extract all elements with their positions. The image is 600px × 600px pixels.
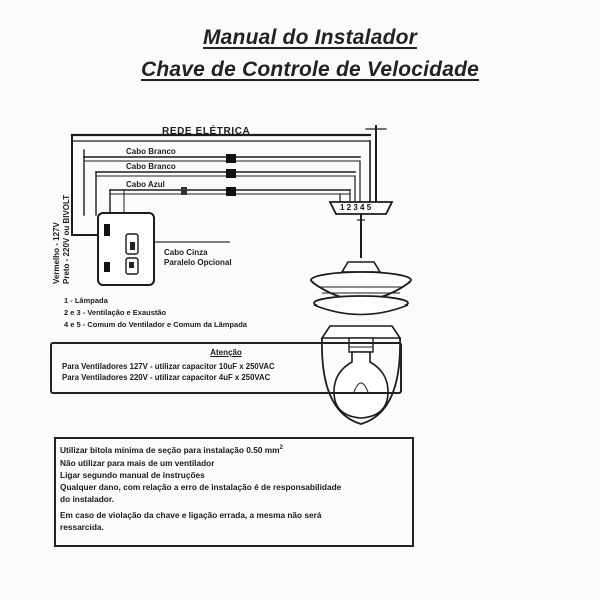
legend-item: 4 e 5 - Comum do Ventilador e Comum da Lâmpada (64, 320, 247, 329)
preto-label: Preto - 220V ou BIVOLT (62, 194, 71, 284)
title-chave: Chave de Controle de Velocidade (140, 58, 479, 81)
legend-item: 2 e 3 - Ventilação e Exaustão (64, 308, 167, 317)
cabo-branco-1-label: Cabo Branco (126, 147, 176, 156)
attention-220v: Para Ventiladores 220V - utilizar capacitor 4uF x 250VAC (62, 373, 271, 382)
note-bitola: Utilizar bitola mínima de seção para instalação 0.50 $mm^2$ (60, 445, 283, 455)
cabo-branco-2-label: Cabo Branco (126, 162, 176, 171)
note-manual: Ligar segundo manual de instruções (60, 470, 205, 480)
attention-box (50, 342, 402, 394)
note-violacao-1: Em caso de violação da chave e ligação errada, a mesma não será (60, 510, 322, 520)
attention-title: Atenção (210, 348, 242, 357)
speed-switch (98, 213, 154, 285)
paralelo-label: Paralelo Opcional (164, 258, 232, 267)
vermelho-label: Vermelho - 127V (52, 222, 61, 284)
terminal-legend (64, 295, 247, 331)
cabo-azul-label: Cabo Azul (126, 180, 165, 189)
legend-item: 1 - Lâmpada (64, 296, 108, 305)
note-um-ventilador: Não utilizar para mais de um ventilador (60, 458, 215, 468)
cabo-cinza-label: Cabo Cinza (164, 248, 208, 257)
notes-box (54, 437, 414, 547)
note-dano-1: Qualquer dano, com relação a erro de instalação é de responsabilidade (60, 482, 342, 492)
rede-eletrica-label: REDE ELÉTRICA (162, 126, 251, 137)
attention-127v: Para Ventiladores 127V - utilizar capacitor 10uF x 250VAC (62, 362, 275, 371)
title-manual: Manual do Instalador (202, 26, 418, 49)
terminal-numbers: 1 2 3 4 5 (340, 203, 372, 212)
note-dano-2: do instalador. (60, 494, 114, 504)
note-violacao-2: ressarcida. (60, 522, 104, 532)
